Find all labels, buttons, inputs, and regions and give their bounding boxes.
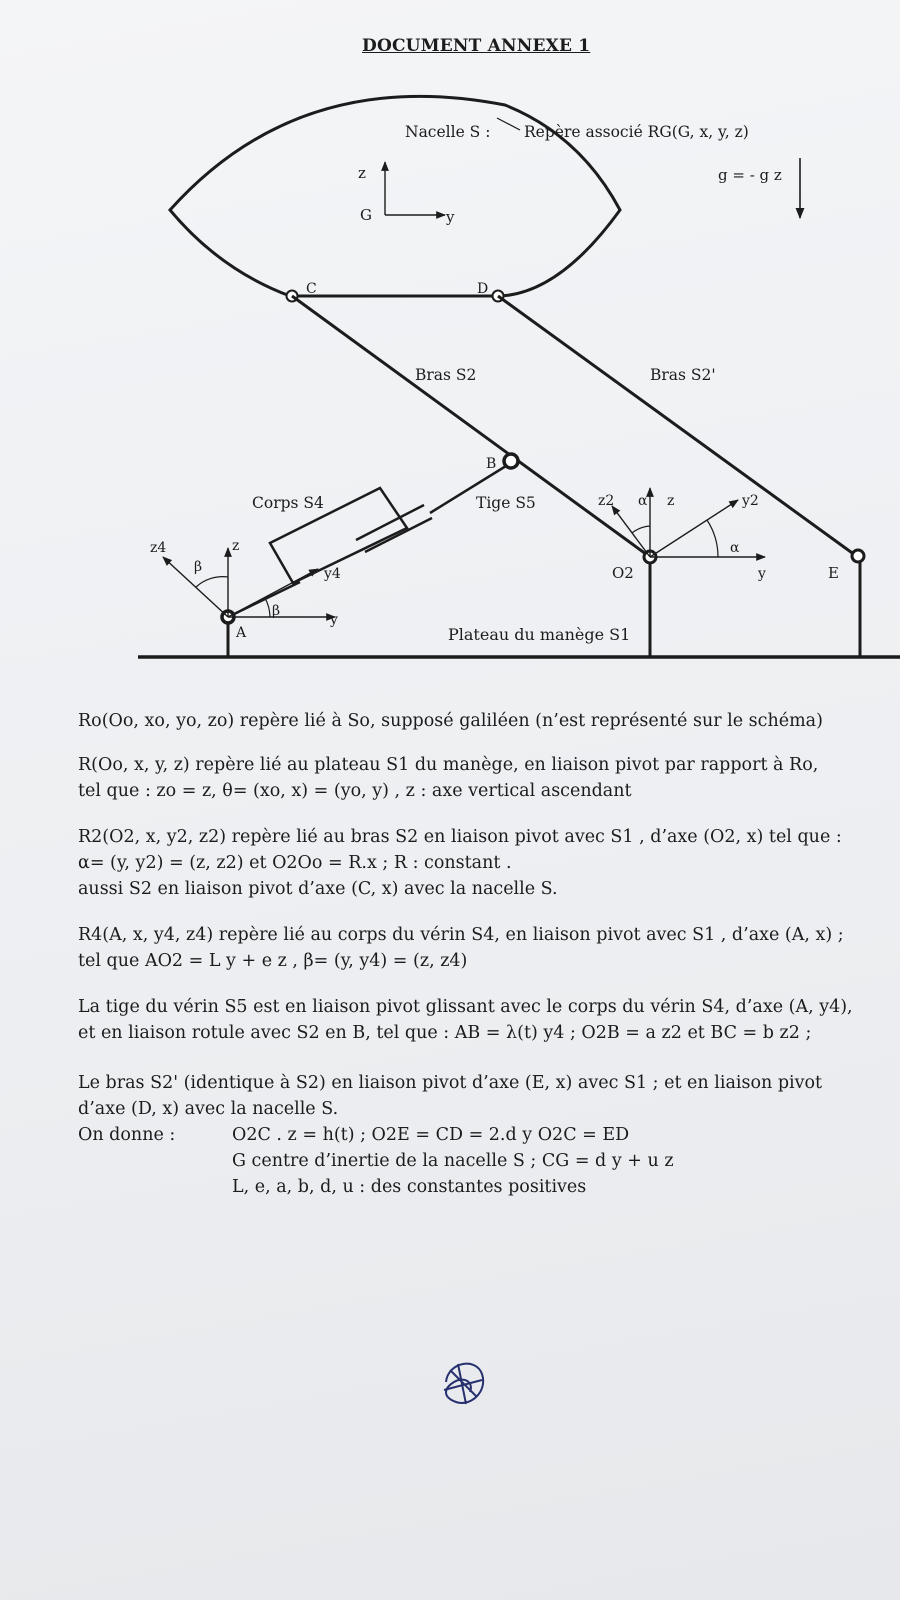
bras-s2-label: Bras S2: [415, 366, 477, 384]
a-beta2-label: β: [194, 559, 203, 575]
point-b-label: B: [486, 456, 497, 472]
point-d-label: D: [477, 281, 489, 297]
paragraph-s2p-l1: Le bras S2' (identique à S2) en liaison pivot d’axe (E, x) avec S1 ; et en liaison pivot: [78, 1073, 823, 1093]
given-label: On donne :: [78, 1125, 176, 1145]
paragraph-r2-l1: R2(O2, x, y2, z2) repère lié au bras S2 en liaison pivot avec S1 , d’axe (O2, x) tel que :: [78, 827, 842, 847]
paragraph-r4-l1: R4(A, x, y4, z4) repère lié au corps du vérin S4, en liaison pivot avec S1 , d’axe (A, x) ;: [78, 925, 844, 945]
tige-s5-label: Tige S5: [476, 494, 536, 512]
point-e-label: E: [828, 564, 839, 582]
o2-alpha2-label: α: [730, 540, 740, 556]
corps-s4-label: Corps S4: [252, 494, 324, 512]
paragraph-r-l2: tel que : zo = z, θ= (xo, x) = (yo, y) , z : axe vertical ascendant: [78, 781, 632, 801]
plateau-label: Plateau du manège S1: [448, 625, 631, 644]
paragraph-s2p-l2: d’axe (D, x) avec la nacelle S.: [78, 1099, 339, 1119]
o2-alpha-label: α: [638, 493, 648, 509]
o2-z-label: z: [667, 493, 675, 509]
o2-y-label: y: [758, 566, 766, 582]
a-z-label: z: [232, 538, 240, 554]
joint-b: [504, 454, 518, 468]
ink-stamp-mark: [436, 1352, 492, 1412]
g-z-label: z: [358, 164, 366, 182]
a-z4-label: z4: [150, 540, 167, 556]
point-a-label: A: [236, 625, 247, 641]
bras-s2-prime: [498, 296, 855, 555]
paragraph-r4-l2: tel que AO2 = L y + e z , β= (y, y4) = (z, z4): [78, 951, 468, 971]
paragraph-s5-l1: La tige du vérin S5 est en liaison pivot glissant avec le corps du vérin S4, d’axe (A, y4),: [78, 997, 853, 1017]
paragraph-r2-l3: aussi S2 en liaison pivot d’axe (C, x) avec la nacelle S.: [78, 879, 558, 899]
given-line-1: O2C . z = h(t) ; O2E = CD = 2.d y O2C = ED: [232, 1125, 630, 1145]
frame-label: Repère associé RG(G, x, y, z): [524, 123, 749, 141]
bras-s2: [292, 296, 650, 557]
given-line-2: G centre d’inertie de la nacelle S ; CG = d y + u z: [232, 1151, 674, 1171]
paragraph-r2-l2: α= (y, y2) = (z, z2) et O2Oo = R.x ; R : constant .: [78, 853, 512, 873]
joint-e: [852, 550, 864, 562]
a-y-label: y: [330, 612, 338, 628]
o2-y2-label: y2: [742, 493, 759, 509]
document-title: DOCUMENT ANNEXE 1: [362, 36, 591, 56]
g-y-label: y: [446, 208, 455, 226]
point-o2-label: O2: [612, 564, 634, 582]
paragraph-r-l1: R(Oo, x, y, z) repère lié au plateau S1 du manège, en liaison pivot par rapport à Ro,: [78, 755, 819, 775]
nacelle-label: Nacelle S :: [405, 123, 491, 141]
paragraph-ro: Ro(Oo, xo, yo, zo) repère lié à So, supposé galiléen (n’est représenté sur le schéma): [78, 711, 823, 731]
a-y4-label: y4: [324, 566, 341, 582]
given-line-3: L, e, a, b, d, u : des constantes positives: [232, 1177, 587, 1197]
point-g-label: G: [360, 206, 372, 224]
paragraph-s5-l2: et en liaison rotule avec S2 en B, tel que : AB = λ(t) y4 ; O2B = a z2 et BC = b z2 ;: [78, 1023, 812, 1043]
o2-z2-label: z2: [598, 493, 615, 509]
a-beta-label: β: [272, 603, 281, 619]
mechanism-diagram: [0, 0, 900, 680]
gravity-label: g = - g z: [718, 166, 782, 184]
point-c-label: C: [306, 281, 317, 297]
bras-s2p-label: Bras S2': [650, 366, 716, 384]
